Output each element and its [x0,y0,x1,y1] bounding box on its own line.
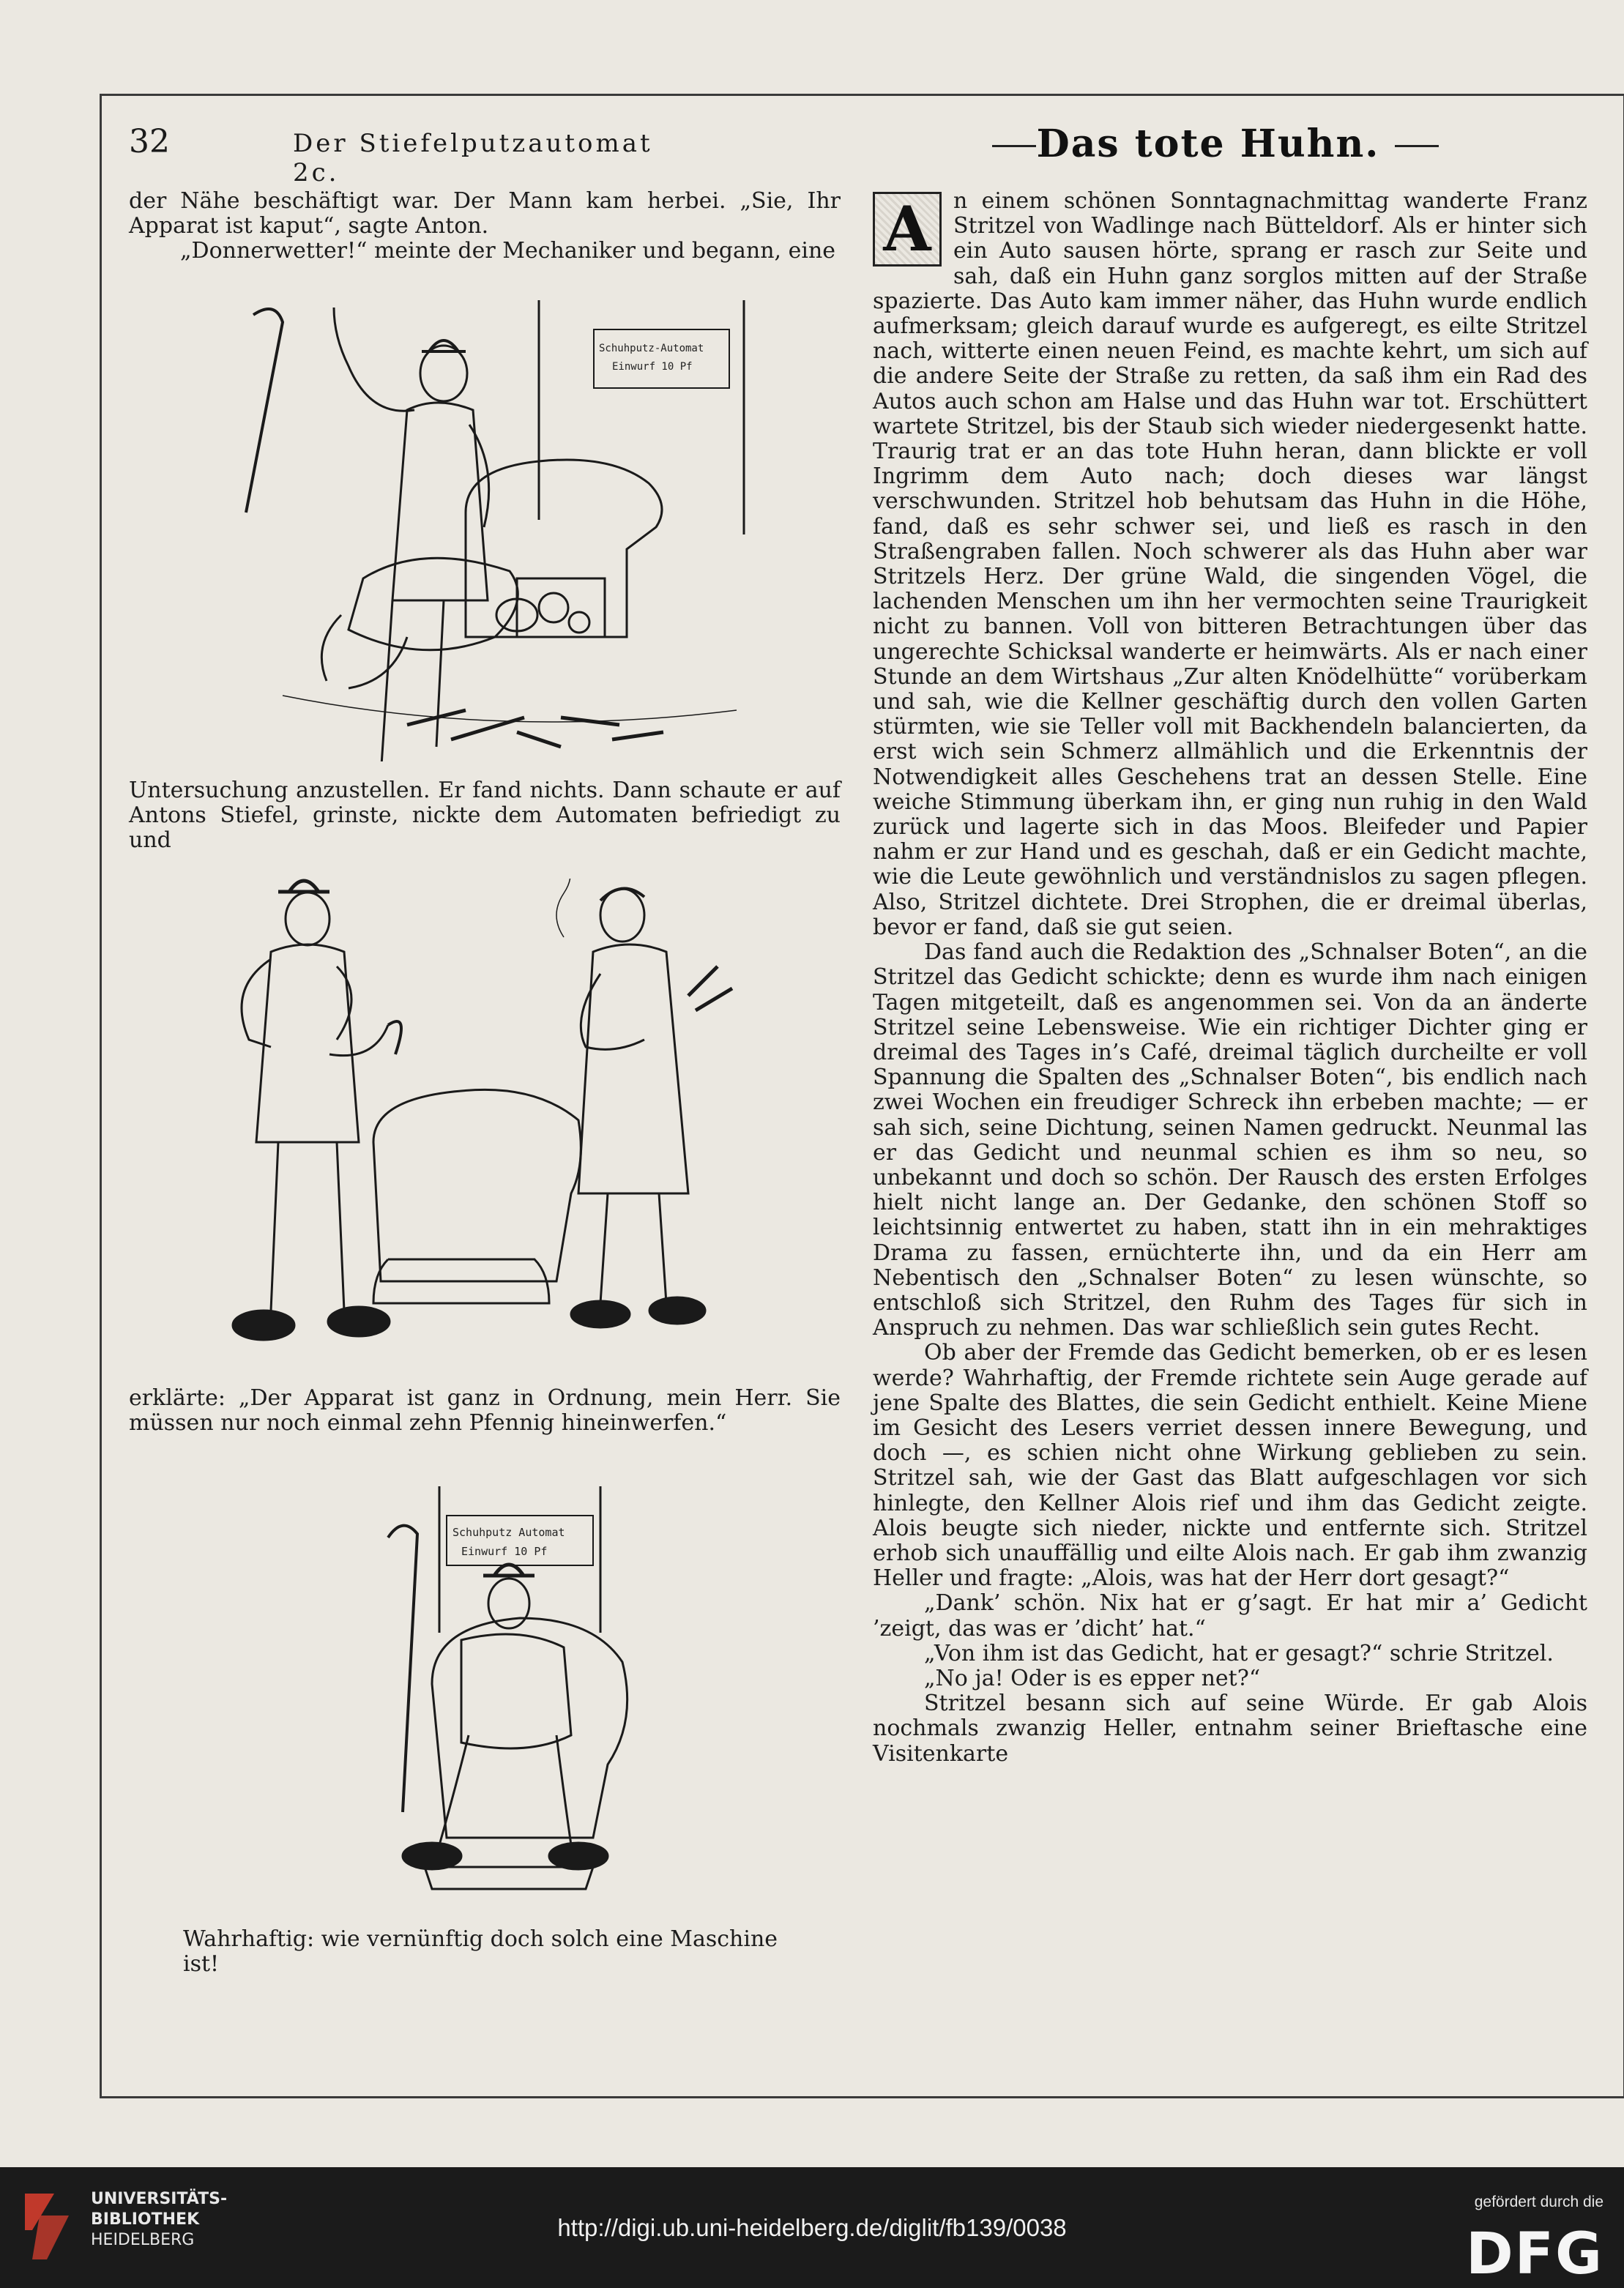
right-column-text [873,189,1587,1767]
running-head: Der Stiefelputzautomat 2c. [293,129,653,187]
paragraph: Ob aber der Fremde das Gedicht bemerken, ob er es lesen werde? Wahrhaftig, der Fremde richtete sein Auge gerade auf jene Spalte des Blattes, die sein Gedicht enthielt. Keine Miene im Gesicht des Lesers verriet dessen innere Bewegung, und doch —, es schien nicht ohne Wirkung geblieben zu sein. Stritzel sah, wie der Gast das Blatt aufgeschlagen vor sich hinlegte, den Kellner Alois rief und ihm das Gedicht zeigte. Alois beugte sich nieder, nickte und entfernte sich. Stritzel erhob sich unauffällig und eilte Alois nach. Er gab ihm zwanzig Heller und fragte: „Alois, was hat der Herr dort gesagt?“ [873,1340,1587,1592]
paragraph: der Nähe beschäftigt war. Der Mann kam herbei. „Sie, Ihr Apparat ist kaput“, sagte Anton. [129,188,841,239]
article-title: Das tote Huhn. [1036,122,1380,166]
library-name: UNIVERSITÄTS- BIBLIOTHEK HEIDELBERG [91,2190,228,2249]
illustration-seated-man [344,1486,666,1896]
dfg-logo: DFG [1465,2221,1603,2287]
sign-line: Einwurf 10 Pf [612,361,693,373]
drop-cap: A [873,192,942,267]
sign-line: Schuhputz Automat [452,1526,565,1539]
sign-line: Schuhputz-Automat [599,343,704,354]
paragraph: „Donnerwetter!“ meinte der Mechaniker und begann, eine [180,238,836,264]
paragraph: Untersuchung anzustellen. Er fand nichts. Dann schaute er auf Antons Stiefel, grinste, nickte dem Automaten befriedigt zu und [129,778,841,854]
sign-line: Einwurf 10 Pf [461,1545,548,1558]
page-number: 32 [129,123,170,160]
left-top-text [129,189,841,264]
illustration-mechanic-inspecting [173,300,788,761]
paragraph: Das fand auch die Redaktion des „Schnalser Boten“, an die Stritzel das Gedicht schickte; denn es wurde ihm nach einigen Tagen mitgeteilt, daß es angenommen sei. Von da an änderte Stritzel seine Lebensweise. Wie ein richtiger Dichter ging er dreimal des Tages in’s Café, dreimal täglich durcheilte er voll Spannung die Spalten des „Schnalser Boten“, bis endlich nach zwei Wochen ein freudiger Schreck ihn erbeben machte; — er sah sich, seine Dichtung, seinen Namen gedruckt. Neunmal las er das Gedicht und neunmal schien es ihm so neu, so unbekannt und doch so schön. Der Rausch des ersten Erfolges hielt nicht lange an. Der Gedanke, den schönen Stoff so leichtsinnig entwertet zu haben, statt ihn in ein mehraktiges Drama zu fassen, ernüchterte ihn, und da ein Herr am Nebentisch den „Schnalser Boten“ zu lesen wünschte, so entschloß sich Stritzel, den Ruhm des Tages für sich in Anspruch zu nehmen. Das war schließlich sein gutes Recht. [873,939,1587,1341]
illustration-caption: Wahrhaftig: wie vernünftig doch solch eine Maschine ist! [183,1926,778,1978]
source-url[interactable]: http://digi.ub.uni-heidelberg.de/diglit/fb139/0038 [557,2214,1067,2241]
illustration-mechanic-grinning [154,879,798,1362]
paragraph: „Dank’ schön. Nix hat er g’sagt. Er hat mir a’ Gedicht ’zeigt, das was er ’dicht’ hat.“ [873,1590,1587,1642]
paragraph: erklärte: „Der Apparat ist ganz in Ordnung, mein Herr. Sie müssen nur noch einmal zehn Pfennig hineinwerfen.“ [129,1385,841,1436]
paragraph: n einem schönen Sonntagnachmittag wanderte Franz Stritzel von Wadlinge nach Bütteldorf. Als er hinter sich ein Auto sausen hörte, sprang er rasch zur Seite und sah, daß ein Huhn ganz sorglos mitten auf der Straße spazierte. Das Auto kam immer näher, das Huhn wurde endlich aufmerksam; gleich darauf wurde es aufgeregt, es eilte Stritzel nach, witterte einen neuen Feind, es machte kehrt, um sich auf die andere Seite der Straße zu retten, da saß ihm ein Rad des Autos auch schon am Halse und das Huhn war tot. Erschüttert wartete Stritzel, bis der Staub sich wieder niedergesenkt hatte. Traurig trat er an das tote Huhn heran, dann blickte er voll Ingrimm dem Auto nach; doch dieses war längst verschwunden. Stritzel hob behutsam das Huhn in die Höhe, fand, daß es sehr schwer sei, und ließ es rasch in den Straßengraben fallen. Noch schwerer als das Huhn aber war Stritzels Herz. Der grüne Wald, die singenden Vögel, die lachenden Menschen um ihn her vermochten seine Traurigkeit nicht zu bannen. Voll von bitteren Betrachtungen über das ungerechte Schicksal wanderte er heimwärts. Als er nach einer Stunde an dem Wirtshaus „Zur alten Knödelhütte“ vorüberkam und sah, wie die Kellner geschäftig durch den vollen Garten stürmten, wie sie Teller voll mit Backhendeln balancierten, da erst wich sein Schmerz allmählich und die Erkenntnis der Notwendigkeit alles Geschehens trat an dessen Stelle. Eine weiche Stimmung überkam ihn, er ging nun ruhig in den Wald zurück und lagerte sich in das Moos. Bleifeder und Papier nahm er zur Hand und es geschah, daß er ein Gedicht machte, wie die Leute gewöhnlich und verständnislos zu sagen pflegen. Also, Stritzel dichtete. Drei Strophen, die er dreimal überlas, bevor er fand, daß sie gut seien. [873,188,1587,940]
left-mid-text [129,778,841,854]
paragraph: „No ja! Oder is es epper net?“ [924,1665,1261,1691]
sponsor-note: gefördert durch die [1474,2194,1603,2210]
title-flourish-right [1395,145,1439,147]
left-lower-text [129,1386,841,1436]
paragraph: „Von ihm ist das Gedicht, hat er gesagt?“ schrie Stritzel. [924,1640,1554,1666]
paragraph: Stritzel besann sich auf seine Würde. Er gab Alois nochmals zwanzig Heller, entnahm seiner Brieftasche eine Visitenkarte [873,1691,1587,1767]
